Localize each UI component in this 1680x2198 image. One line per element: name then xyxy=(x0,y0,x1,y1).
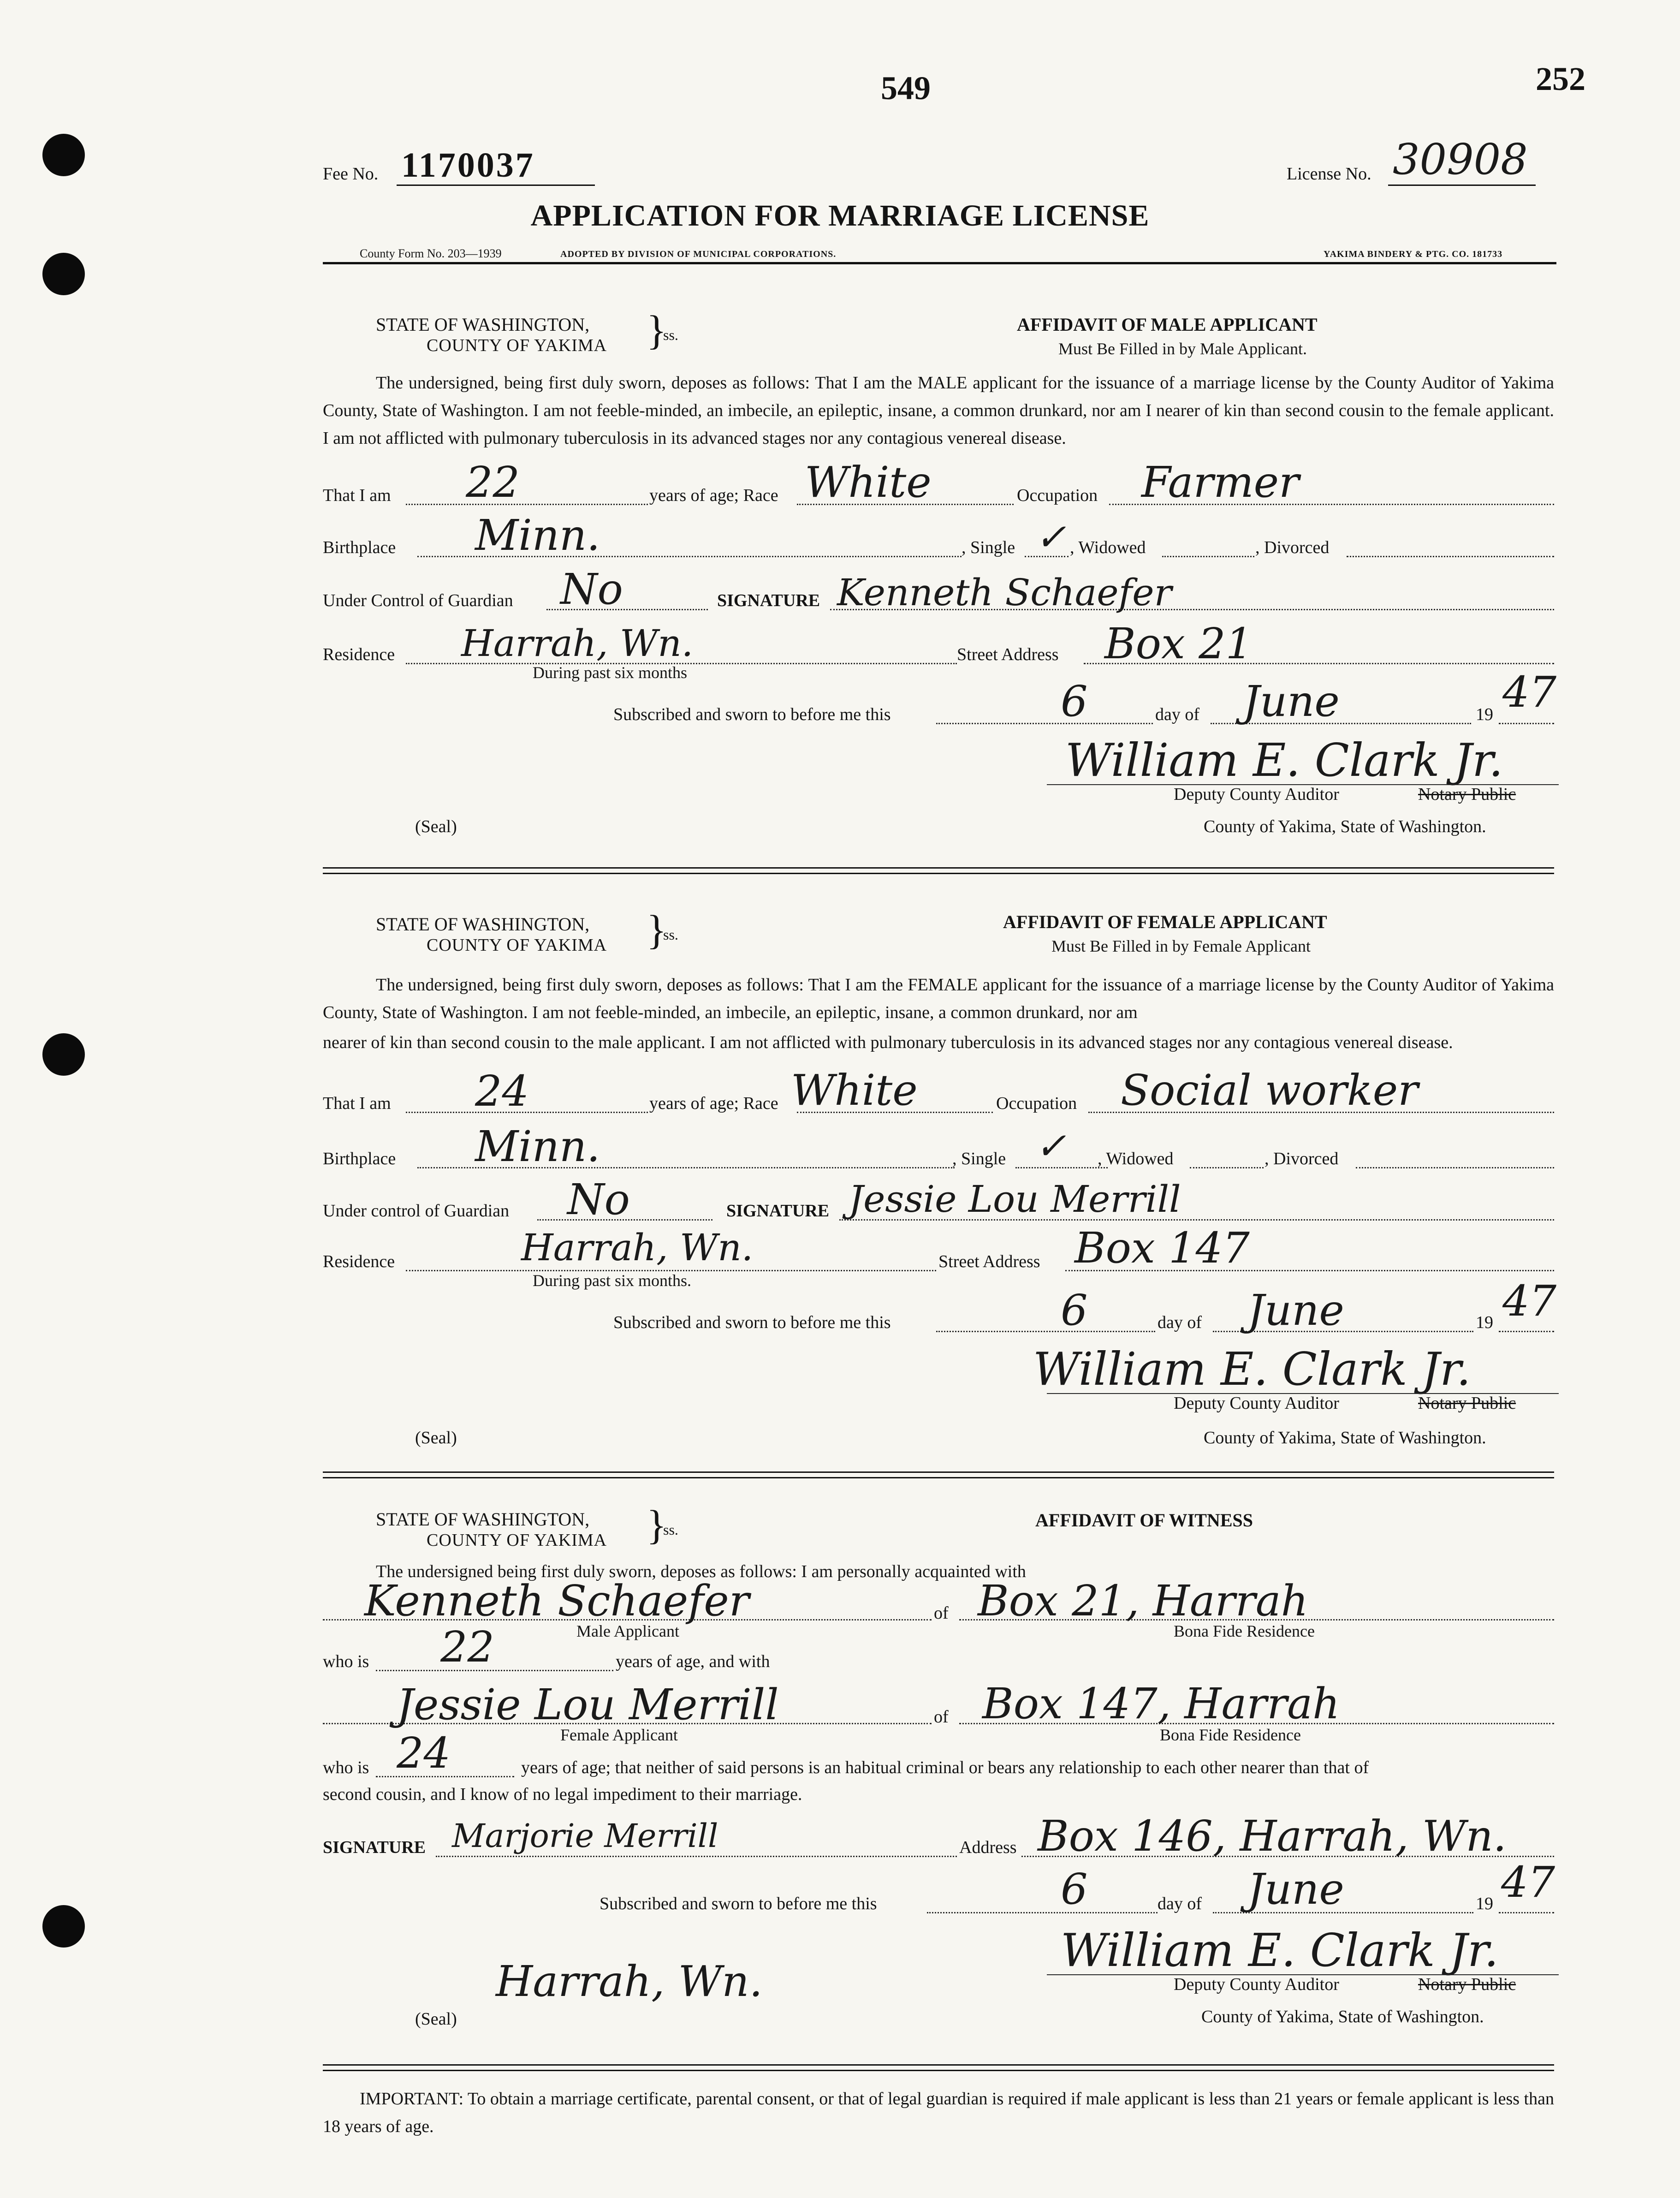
female-subheading: Must Be Filled in by Female Applicant xyxy=(1051,937,1311,955)
male-signature-value: Kenneth Schaefer xyxy=(837,571,1172,614)
witness-male-residence: Box 21, Harrah xyxy=(978,1576,1308,1626)
witness-female-name: Jessie Lou Merrill xyxy=(397,1680,779,1729)
label-years-race: years of age; Race xyxy=(649,486,778,505)
male-sworn-month: June xyxy=(1243,677,1340,726)
label-notary: Notary Public xyxy=(1418,785,1516,804)
label-guardian: Under control of Guardian xyxy=(323,1201,510,1221)
male-occupation-value: Farmer xyxy=(1141,458,1300,507)
witness-male-age: 22 xyxy=(440,1622,495,1672)
label-single: , Single xyxy=(952,1149,1006,1168)
label-occupation: Occupation xyxy=(996,1094,1077,1113)
brace: } xyxy=(647,1502,667,1548)
section-divider-1b xyxy=(323,873,1554,874)
label-years-tail: years of age; that neither of said persons is an habitual criminal or bears any relationship to each other nearer than that of xyxy=(521,1758,1369,1777)
male-auditor-signature: William E. Clark Jr. xyxy=(1065,734,1503,787)
section-divider-2b xyxy=(323,1477,1554,1478)
venue-state: STATE OF WASHINGTON, xyxy=(376,314,590,335)
label-seal: (Seal) xyxy=(415,2009,457,2029)
female-guardian-value: No xyxy=(567,1175,630,1224)
label-divorced: , Divorced xyxy=(1264,1149,1339,1168)
label-of: of xyxy=(934,1707,949,1727)
label-signature: SIGNATURE xyxy=(323,1838,426,1857)
label-seal: (Seal) xyxy=(415,1428,457,1447)
male-age-line xyxy=(376,1670,613,1671)
witness-intro: The undersigned being first duly sworn, deposes as follows: I am personally acquainted with xyxy=(376,1562,1026,1581)
female-affidavit-text-2: nearer of kin than second cousin to the male applicant. I am not afflicted with pulmonary tuberculosis in its advanced stages nor any contagious venereal disease. xyxy=(323,1033,1453,1052)
label-that-i-am: That I am xyxy=(323,1094,391,1113)
punch-hole-top xyxy=(42,134,85,176)
sworn-year-line xyxy=(1499,1912,1554,1913)
venue-county: COUNTY OF YAKIMA xyxy=(427,1531,607,1550)
label-occupation: Occupation xyxy=(1017,486,1098,505)
label-widowed: , Widowed xyxy=(1070,538,1146,557)
label-day-of: day of xyxy=(1155,705,1200,724)
label-birthplace: Birthplace xyxy=(323,1149,396,1168)
label-deputy: Deputy County Auditor xyxy=(1174,785,1339,804)
sworn-year-line xyxy=(1499,723,1554,724)
female-age-value: 24 xyxy=(475,1066,529,1116)
female-sworn-day: 6 xyxy=(1061,1286,1088,1335)
female-occupation-value: Social worker xyxy=(1121,1066,1419,1115)
male-subheading: Must Be Filled in by Male Applicant. xyxy=(1058,340,1307,358)
header-rule xyxy=(323,262,1556,264)
label-day-of: day of xyxy=(1158,1894,1202,1913)
license-underline xyxy=(1388,185,1536,186)
female-sworn-month: June xyxy=(1247,1286,1344,1335)
adopted-by: ADOPTED BY DIVISION OF MUNICIPAL CORPORATIONS. xyxy=(560,249,837,259)
female-birthplace-value: Minn. xyxy=(475,1122,600,1171)
widowed-line xyxy=(1190,1167,1264,1168)
label-male-applicant: Male Applicant xyxy=(576,1622,679,1640)
divorced-line xyxy=(1347,556,1554,557)
label-deputy: Deputy County Auditor xyxy=(1174,1975,1339,1994)
witness-female-residence: Box 147, Harrah xyxy=(982,1679,1340,1728)
female-single-check: ✓ xyxy=(1035,1125,1067,1168)
label-during-six-months: During past six months xyxy=(533,663,688,682)
fee-number: 1170037 xyxy=(401,146,535,185)
label-year-prefix: 19 xyxy=(1476,1894,1493,1913)
label-sworn: Subscribed and sworn to before me this xyxy=(613,705,891,724)
label-deputy: Deputy County Auditor xyxy=(1174,1394,1339,1413)
female-residence-value: Harrah, Wn. xyxy=(521,1226,754,1269)
witness-sworn-day: 6 xyxy=(1061,1864,1088,1914)
important-text: To obtain a marriage certificate, parental consent, or that of legal guardian is required if male applicant is less than 21 years or female applicant is less than 18 years of age. xyxy=(323,2089,1554,2136)
important-note xyxy=(323,2085,1554,2140)
female-sworn-year: 47 xyxy=(1502,1276,1557,1326)
punch-hole-bottom xyxy=(42,1905,85,1948)
punch-hole-top-2 xyxy=(42,253,85,295)
female-race-value: White xyxy=(791,1066,918,1115)
label-street-address: Street Address xyxy=(957,645,1059,664)
divorced-line xyxy=(1356,1167,1554,1168)
fee-underline xyxy=(397,185,595,186)
venue-county: COUNTY OF YAKIMA xyxy=(427,336,607,355)
label-second-cousin: second cousin, and I know of no legal impediment to their marriage. xyxy=(323,1785,802,1804)
brace: } xyxy=(647,308,667,353)
label-guardian: Under Control of Guardian xyxy=(323,591,513,610)
venue-ss: ss. xyxy=(663,327,678,343)
page-number-center: 549 xyxy=(881,70,931,107)
label-street-address: Street Address xyxy=(938,1252,1040,1271)
label-who-is: who is xyxy=(323,1652,369,1671)
page-number-right: 252 xyxy=(1536,60,1585,97)
witness-address-value: Box 146, Harrah, Wn. xyxy=(1038,1811,1507,1861)
label-that-i-am: That I am xyxy=(323,486,391,505)
form-title: APPLICATION FOR MARRIAGE LICENSE xyxy=(530,199,1150,232)
license-label: License No. xyxy=(1287,164,1371,184)
witness-male-name: Kenneth Schaefer xyxy=(364,1576,749,1626)
label-female-applicant: Female Applicant xyxy=(560,1726,678,1744)
female-affidavit-text-1: The undersigned, being first duly sworn, deposes as follows: That I am the FEMALE applicant for the issuance of a marriage license by the County Auditor of Yakima County, State of Washington. I am not feeble-minded, an imbecile, an epileptic, insane, a common drunkard, nor am xyxy=(323,975,1554,1022)
label-bona-fide: Bona Fide Residence xyxy=(1160,1726,1301,1744)
witness-sworn-year: 47 xyxy=(1501,1858,1555,1907)
label-single: , Single xyxy=(962,538,1015,557)
label-sworn: Subscribed and sworn to before me this xyxy=(613,1313,891,1332)
venue-county: COUNTY OF YAKIMA xyxy=(427,935,607,955)
label-years-race: years of age; Race xyxy=(649,1094,778,1113)
male-sworn-year: 47 xyxy=(1502,667,1557,717)
male-heading: AFFIDAVIT OF MALE APPLICANT xyxy=(1017,314,1318,335)
witness-sworn-month: June xyxy=(1247,1864,1344,1914)
male-guardian-value: No xyxy=(560,565,623,614)
venue-ss: ss. xyxy=(663,1521,678,1538)
section-divider-1 xyxy=(323,867,1554,869)
label-widowed: , Widowed xyxy=(1098,1149,1174,1168)
fee-label: Fee No. xyxy=(323,164,379,184)
male-race-value: White xyxy=(805,458,932,507)
punch-hole-middle xyxy=(42,1033,85,1076)
label-signature: SIGNATURE xyxy=(717,591,820,610)
label-county-state: County of Yakima, State of Washington. xyxy=(1201,2007,1484,2026)
venue-state: STATE OF WASHINGTON, xyxy=(376,914,590,935)
witness-female-age: 24 xyxy=(397,1728,451,1778)
female-auditor-signature: William E. Clark Jr. xyxy=(1033,1343,1471,1396)
male-birthplace-value: Minn. xyxy=(475,511,600,560)
label-residence: Residence xyxy=(323,645,395,664)
male-residence-value: Harrah, Wn. xyxy=(461,622,694,665)
label-of: of xyxy=(934,1603,949,1623)
male-street-value: Box 21 xyxy=(1104,619,1253,668)
section-divider-3 xyxy=(323,2064,1554,2066)
witness-heading: AFFIDAVIT OF WITNESS xyxy=(1035,1510,1253,1531)
important-label: IMPORTANT: xyxy=(360,2089,464,2109)
label-bona-fide: Bona Fide Residence xyxy=(1174,1622,1315,1640)
label-residence: Residence xyxy=(323,1252,395,1271)
label-birthplace: Birthplace xyxy=(323,538,396,557)
sworn-day-line xyxy=(936,723,1153,724)
sworn-day-line xyxy=(927,1912,1158,1913)
female-signature-value: Jessie Lou Merrill xyxy=(849,1178,1181,1221)
label-years-and-with: years of age, and with xyxy=(616,1652,770,1671)
witness-signature-value: Marjorie Merrill xyxy=(452,1817,718,1855)
printer-imprint: YAKIMA BINDERY & PTG. CO. 181733 xyxy=(1324,249,1503,259)
male-age-value: 22 xyxy=(466,458,520,507)
label-county-state: County of Yakima, State of Washington. xyxy=(1204,1428,1486,1447)
age-line xyxy=(406,504,648,505)
label-year-prefix: 19 xyxy=(1476,705,1493,724)
witness-signature-line xyxy=(436,1856,957,1857)
label-seal: (Seal) xyxy=(415,817,457,836)
label-notary: Notary Public xyxy=(1418,1394,1516,1413)
label-during-six-months: During past six months. xyxy=(533,1271,692,1290)
label-day-of: day of xyxy=(1158,1313,1202,1332)
label-divorced: , Divorced xyxy=(1255,538,1330,557)
venue-state: STATE OF WASHINGTON, xyxy=(376,1509,590,1530)
female-heading: AFFIDAVIT OF FEMALE APPLICANT xyxy=(1003,911,1327,932)
license-number: 30908 xyxy=(1393,135,1528,184)
label-sworn: Subscribed and sworn to before me this xyxy=(600,1894,877,1913)
male-affidavit-text: The undersigned, being first duly sworn, deposes as follows: That I am the MALE applicant for the issuance of a marriage license by the County Auditor of Yakima County, State of Washington. I am not feeble-minded, an imbecile, an epileptic, insane, a common drunkard, nor am I nearer of kin than second cousin to the female applicant. I am not afflicted with pulmonary tuberculosis in its advanced stages nor any contagious venereal disease. xyxy=(323,373,1554,448)
male-single-check: ✓ xyxy=(1035,516,1067,559)
label-signature: SIGNATURE xyxy=(726,1201,830,1221)
sworn-day-line xyxy=(936,1331,1155,1332)
venue-ss: ss. xyxy=(663,926,678,943)
section-divider-2 xyxy=(323,1471,1554,1473)
sworn-year-line xyxy=(1499,1331,1554,1332)
form-number: County Form No. 203—1939 xyxy=(360,247,502,260)
witness-auditor-signature: William E. Clark Jr. xyxy=(1061,1924,1499,1977)
male-sworn-day: 6 xyxy=(1061,677,1088,726)
female-street-value: Box 147 xyxy=(1074,1223,1250,1273)
witness-seal-note: Harrah, Wn. xyxy=(496,1957,763,2006)
label-notary: Notary Public xyxy=(1418,1975,1516,1994)
label-address: Address xyxy=(959,1838,1017,1857)
label-who-is: who is xyxy=(323,1758,369,1777)
label-county-state: County of Yakima, State of Washington. xyxy=(1204,817,1486,836)
section-divider-3b xyxy=(323,2070,1554,2071)
brace: } xyxy=(647,907,667,953)
widowed-line xyxy=(1162,556,1254,557)
label-year-prefix: 19 xyxy=(1476,1313,1493,1332)
